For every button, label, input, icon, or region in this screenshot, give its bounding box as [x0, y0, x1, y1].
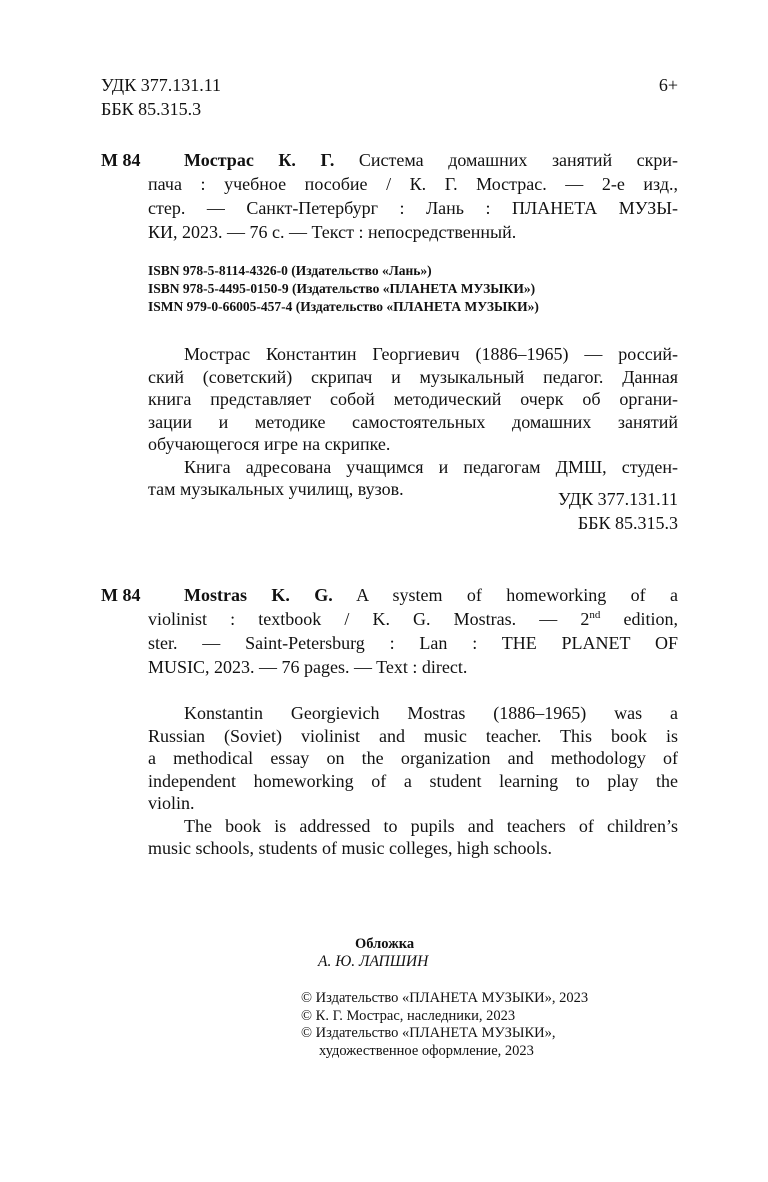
- copyright-line: © К. Г. Мострас, наследники, 2023: [301, 1007, 516, 1024]
- ru-entry-title: Система домашних занятий скри-: [358, 150, 678, 170]
- en-annotation-line: music schools, students of music colleges, high schools.: [148, 838, 552, 858]
- en-annotation-line: violin.: [148, 793, 195, 813]
- en-entry-line-3: ster. — Saint-Petersburg : Lan : THE PLANET OF: [148, 633, 678, 653]
- en-entry-line-4: MUSIC, 2023. — 76 pages. — Text : direct.: [148, 657, 468, 677]
- en-entry-line-1: [184, 583, 678, 607]
- ru-entry-line-2: пача : учебное пособие / К. Г. Мострас. — 2-е изд.,: [148, 174, 678, 194]
- ru-annotation-line: Мострас Константин Георгиевич (1886–1965) — россий-: [184, 344, 678, 364]
- en-entry-line-2-end: edition,: [600, 609, 678, 629]
- edition-ordinal: nd: [589, 609, 601, 621]
- ru-entry-line-1: [184, 148, 678, 172]
- en-annotation: [148, 702, 678, 860]
- ru-annotation: [148, 343, 678, 501]
- ru-entry-line-3: стер. — Санкт-Петербург : Лань : ПЛАНЕТА МУЗЫ-: [148, 198, 678, 218]
- copyright-line: художественное оформление, 2023: [319, 1042, 534, 1059]
- en-entry-author: Mostras K. G.: [184, 585, 333, 605]
- copyright-block: [301, 990, 691, 1060]
- en-entry-line-2-text: violinist : textbook / K. G. Mostras. — 2: [148, 609, 590, 629]
- en-annotation-line: Konstantin Georgievich Mostras (1886–1965) was a: [184, 703, 678, 723]
- ismn-planet: ISMN 979-0-66005-457-4 (Издательство «ПЛАНЕТА МУЗЫКИ»): [148, 299, 539, 314]
- classification-codes: [101, 73, 301, 121]
- en-entry-line-2: [148, 607, 678, 631]
- cover-designer: А. Ю. ЛАПШИН: [318, 953, 429, 970]
- en-annotation-line: independent homeworking of a student learning to play the: [148, 770, 678, 791]
- ru-annotation-line: там музыкальных училищ, вузов.: [148, 479, 404, 499]
- ru-annotation-line: ский (советский) скрипач и музыкальный педагог. Данная: [148, 366, 678, 387]
- en-annotation-line: The book is addressed to pupils and teachers of children’s: [184, 815, 678, 836]
- ru-entry-line-4: КИ, 2023. — 76 с. — Текст : непосредственный.: [148, 222, 517, 242]
- ru-bbk-code: ББК 85.315.3: [577, 513, 678, 533]
- ru-annotation-codes: [400, 487, 678, 535]
- copyright-line: © Издательство «ПЛАНЕТА МУЗЫКИ», 2023: [301, 990, 589, 1006]
- copyright-line: © Издательство «ПЛАНЕТА МУЗЫКИ»,: [301, 1025, 556, 1041]
- ru-entry-code: М 84: [101, 150, 141, 170]
- isbn-planet: ISBN 978-5-4495-0150-9 (Издательство «ПЛАНЕТА МУЗЫКИ»): [148, 281, 536, 296]
- en-entry-title: A system of homeworking of a: [356, 585, 679, 605]
- udk-code: УДК 377.131.11: [101, 75, 222, 95]
- ru-annotation-line: обучающегося игре на скрипке.: [148, 434, 391, 454]
- ru-udk-code: УДК 377.131.11: [557, 489, 678, 509]
- bbk-code: ББК 85.315.3: [101, 99, 202, 119]
- age-rating: 6+: [658, 75, 678, 95]
- cover-label: Обложка: [355, 936, 415, 952]
- en-annotation-line: Russian (Soviet) violinist and music teacher. This book is: [148, 725, 678, 746]
- isbn-lan: ISBN 978-5-8114-4326-0 (Издательство «Лань»): [148, 263, 432, 278]
- ru-entry-author: Мострас К. Г.: [184, 150, 335, 170]
- ru-annotation-line: Книга адресована учащимся и педагогам ДМШ, студен-: [184, 456, 678, 477]
- en-entry-code: M 84: [101, 585, 141, 605]
- ru-annotation-line: книга представляет собой методический очерк об органи-: [148, 389, 678, 409]
- ru-annotation-line: зации и методике самостоятельных домашних занятий: [148, 411, 678, 432]
- en-annotation-line: a methodical essay on the organization and methodology of: [148, 748, 678, 768]
